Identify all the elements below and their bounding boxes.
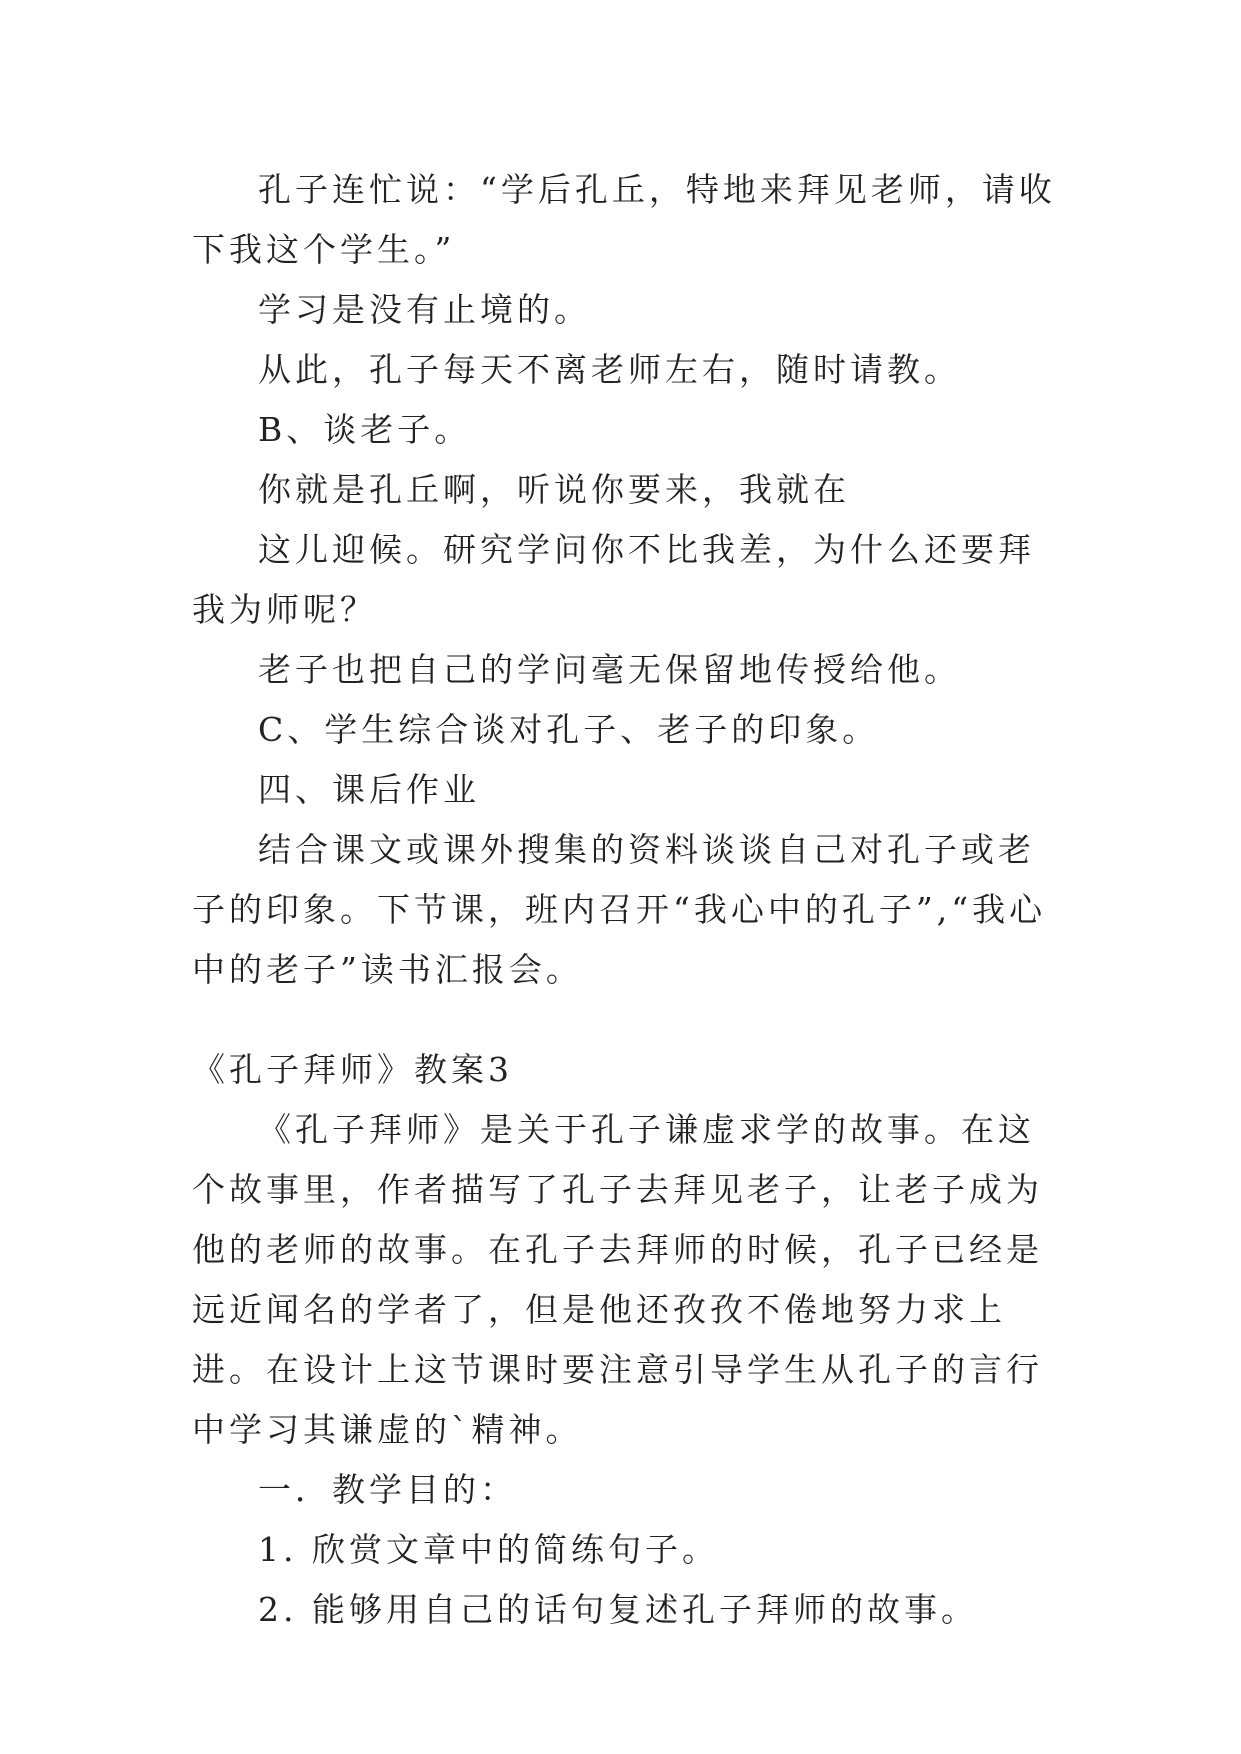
paragraph-confucius-speech: 孔子连忙说：“学后孔丘，特地来拜见老师，请收下我这个学生。” — [192, 170, 1056, 269]
paragraph-laozi-speech-1: 你就是孔丘啊，听说你要来，我就在 — [258, 470, 850, 509]
heading-teaching-goals: 一．教学目的： — [258, 1470, 517, 1509]
paragraph-homework: 结合课文或课外搜集的资料谈谈自己对孔子或老子的印象。下节课，班内召开“我心中的孔子”,“我心中的老子”读书汇报会。 — [192, 830, 1047, 989]
heading-homework: 四、课后作业 — [258, 770, 480, 809]
list-item-goal-2: 2. 能够用自己的话句复述孔子拜师的故事。 — [258, 1590, 978, 1629]
paragraph-laozi-speech-2: 这儿迎候。研究学问你不比我差，为什么还要拜我为师呢？ — [192, 530, 1035, 629]
heading-c-impressions: C、学生综合谈对孔子、老子的印象。 — [258, 710, 880, 749]
section-title: 《孔子拜师》教案3 — [192, 1050, 513, 1089]
paragraph-laozi-teaches: 老子也把自己的学问毫无保留地传授给他。 — [258, 650, 961, 689]
paragraph-learning-endless: 学习是没有止境的。 — [258, 290, 591, 329]
document-body — [192, 160, 1062, 1640]
paragraph-intro: 《孔子拜师》是关于孔子谦虚求学的故事。在这个故事里，作者描写了孔子去拜见老子，让老子成为他的老师的故事。在孔子去拜师的时候，孔子已经是远近闻名的学者了，但是他还孜孜不倦地努力求上进。在设计上这节课时要注意引导学生从孔子的言行中学习其谦虚的`精神。 — [192, 1110, 1043, 1449]
heading-b-laozi: B、谈老子。 — [258, 410, 472, 449]
paragraph-from-then: 从此，孔子每天不离老师左右，随时请教。 — [258, 350, 961, 389]
list-item-goal-1: 1. 欣赏文章中的简练句子。 — [258, 1530, 719, 1569]
